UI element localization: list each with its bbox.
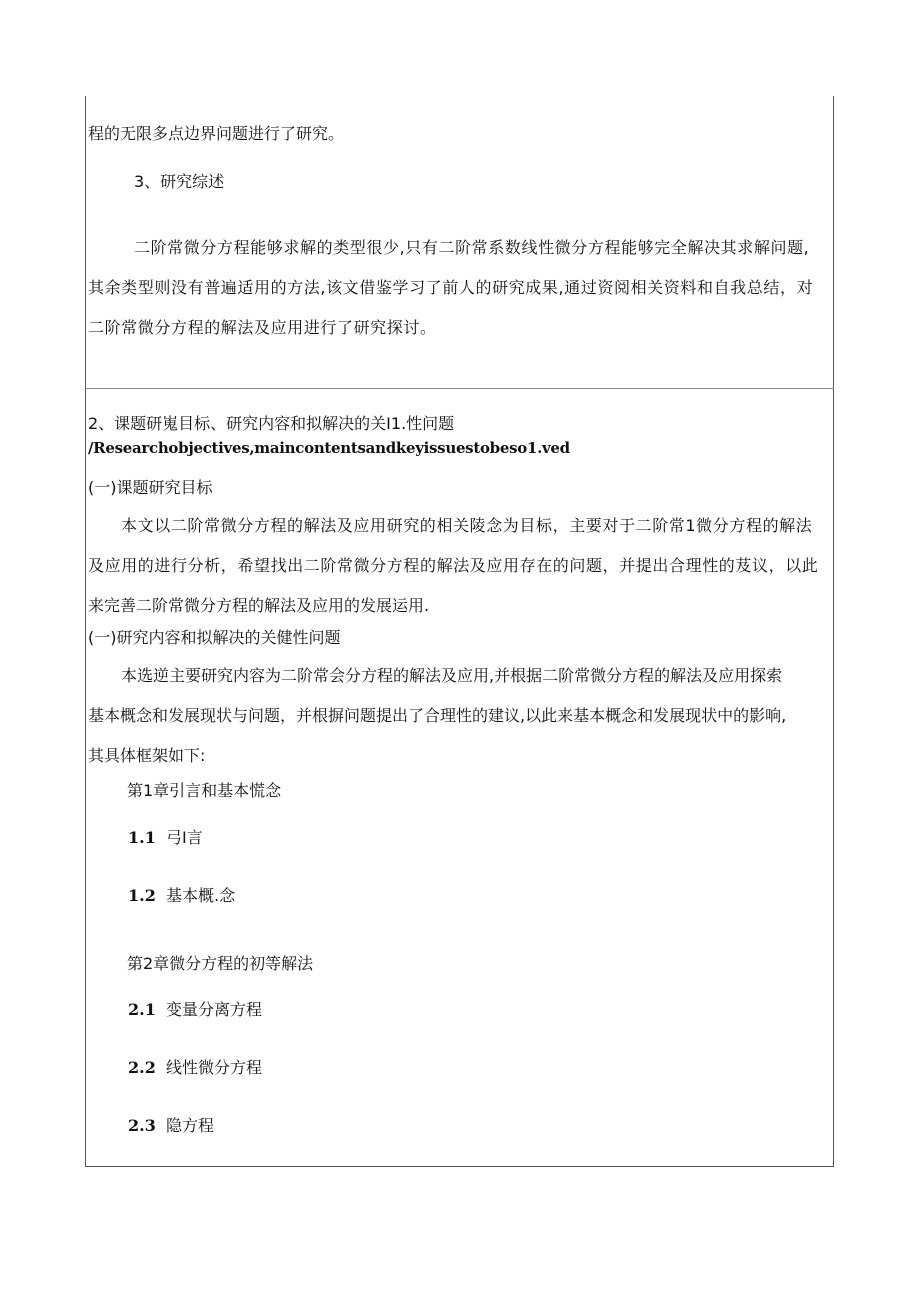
content-line-3: 其具体框架如下: xyxy=(88,746,206,765)
goal-line-2: 及应用的进行分析，希望找出二阶常微分方程的解法及应用存在的问题，并提出合理性的芨议，以此 xyxy=(88,556,819,575)
content-heading: (一)研究内容和拟解决的关健性问题 xyxy=(88,628,341,647)
outline-item-label: 弓I言 xyxy=(166,828,203,847)
section2-heading-english: /Researchobjectives,maincontentsandkeyissuestobeso1.ved xyxy=(88,439,570,457)
section2-heading: 2、课题研嵬目标、研究内容和拟解决的关I1.性问题 xyxy=(88,414,455,433)
goal-line-1: 本文以二阶常微分方程的解法及应用研究的相关陵念为目标，主要对于二阶常1微分方程的解法 xyxy=(121,516,813,535)
summary-line-1: 二阶常微分方程能够求解的类型很少,只有二阶常系数线性微分方程能够完全解决其求解问题, xyxy=(134,238,810,257)
chapter1-heading: 第1章引言和基本慌念 xyxy=(127,781,282,800)
content-line-2: 基本概念和发展现状与问题，并根摒问题提出了合理性的建议,以此来基本概念和发展现状中的影响, xyxy=(88,706,787,725)
outline-item-number: 1.2 xyxy=(128,886,156,905)
outline-item-label: 变量分离方程 xyxy=(166,1000,263,1019)
outline-item-number: 2.1 xyxy=(128,1000,156,1019)
heading-research-summary: 3、研究综述 xyxy=(134,172,225,191)
outline-item-label: 线性微分方程 xyxy=(166,1058,263,1077)
outline-item-number: 1.1 xyxy=(128,828,156,847)
outline-item-label: 基本概.念 xyxy=(166,886,236,905)
body-line-continued: 程的无限多点边界问题进行了研究。 xyxy=(88,124,345,143)
table-row-divider xyxy=(85,388,834,389)
outline-item-label: 隐方程 xyxy=(166,1116,215,1135)
content-line-1: 本选逆主要研究内容为二阶常会分方程的解法及应用,并根据二阶常微分方程的解法及应用探索 xyxy=(121,666,783,685)
goal-heading: (一)课题研究目标 xyxy=(88,478,213,497)
summary-line-2: 其余类型则没有普遍适用的方法,该文借鉴学习了前人的研究成果,通过资阅相关资料和自我总结，对 xyxy=(88,278,814,297)
chapter2-heading: 第2章微分方程的初等解法 xyxy=(127,954,314,973)
outline-item-number: 2.2 xyxy=(128,1058,156,1077)
outline-item-number: 2.3 xyxy=(128,1116,156,1135)
goal-line-3: 来完善二阶常微分方程的解法及应用的发展运用. xyxy=(88,596,430,615)
summary-line-3: 二阶常微分方程的解法及应用进行了研究探讨。 xyxy=(88,318,437,337)
